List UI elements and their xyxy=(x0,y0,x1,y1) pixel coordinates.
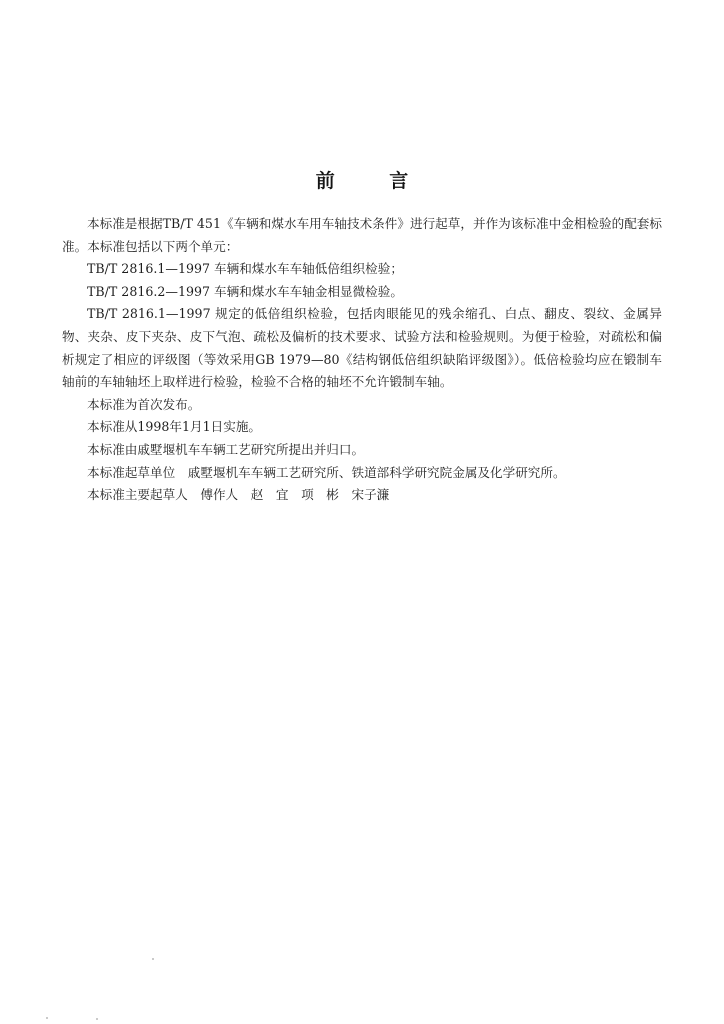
paragraph-drafting-unit: 本标准起草单位 戚墅堰机车车辆工艺研究所、铁道部科学研究院金属及化学研究所。 xyxy=(87,464,566,480)
paragraph-effective-date: 本标准从1998年1月1日实施。 xyxy=(87,419,262,435)
paragraph-unit-2: TB/T 2816.2—1997 车辆和煤水车车轴金相显微检验。 xyxy=(87,283,403,299)
scan-speck xyxy=(46,1017,48,1019)
foreword-body xyxy=(62,213,662,507)
paragraph-scope: TB/T 2816.1—1997 规定的低倍组织检验，包括肉眼能见的残余缩孔、白点、翻皮、裂纹、金属异物、夹杂、皮下夹杂、皮下气泡、疏松及偏析的技术要求、试验方法和检验规则。为便于检验，对疏松和偏析规定了相应的评级图（等效采用GB 1979—80《结构钢低倍组织缺陷评级图》）。低倍检验均应在锻制车轴前的车轴轴坯上取样进行检验，检验不合格的轴坯不允许锻制车轴。 xyxy=(62,306,662,390)
paragraph-unit-1: TB/T 2816.1—1997 车辆和煤水车车轴低倍组织检验； xyxy=(87,261,403,277)
scan-speck xyxy=(152,958,154,960)
paragraph-drafters: 本标准主要起草人 傅作人 赵 宜 项 彬 宋子濂 xyxy=(87,487,390,503)
paragraph-proposer: 本标准由戚墅堰机车车辆工艺研究所提出并归口。 xyxy=(87,441,365,457)
paragraph-intro: 本标准是根据TB/T 451《车辆和煤水车用车轴技术条件》进行起草，并作为该标准中金相检验的配套标准。本标准包括以下两个单元： xyxy=(62,216,662,254)
scan-speck xyxy=(96,1018,98,1020)
paragraph-first-issue: 本标准为首次发布。 xyxy=(87,396,201,412)
page-title: 前 言 xyxy=(315,170,433,192)
